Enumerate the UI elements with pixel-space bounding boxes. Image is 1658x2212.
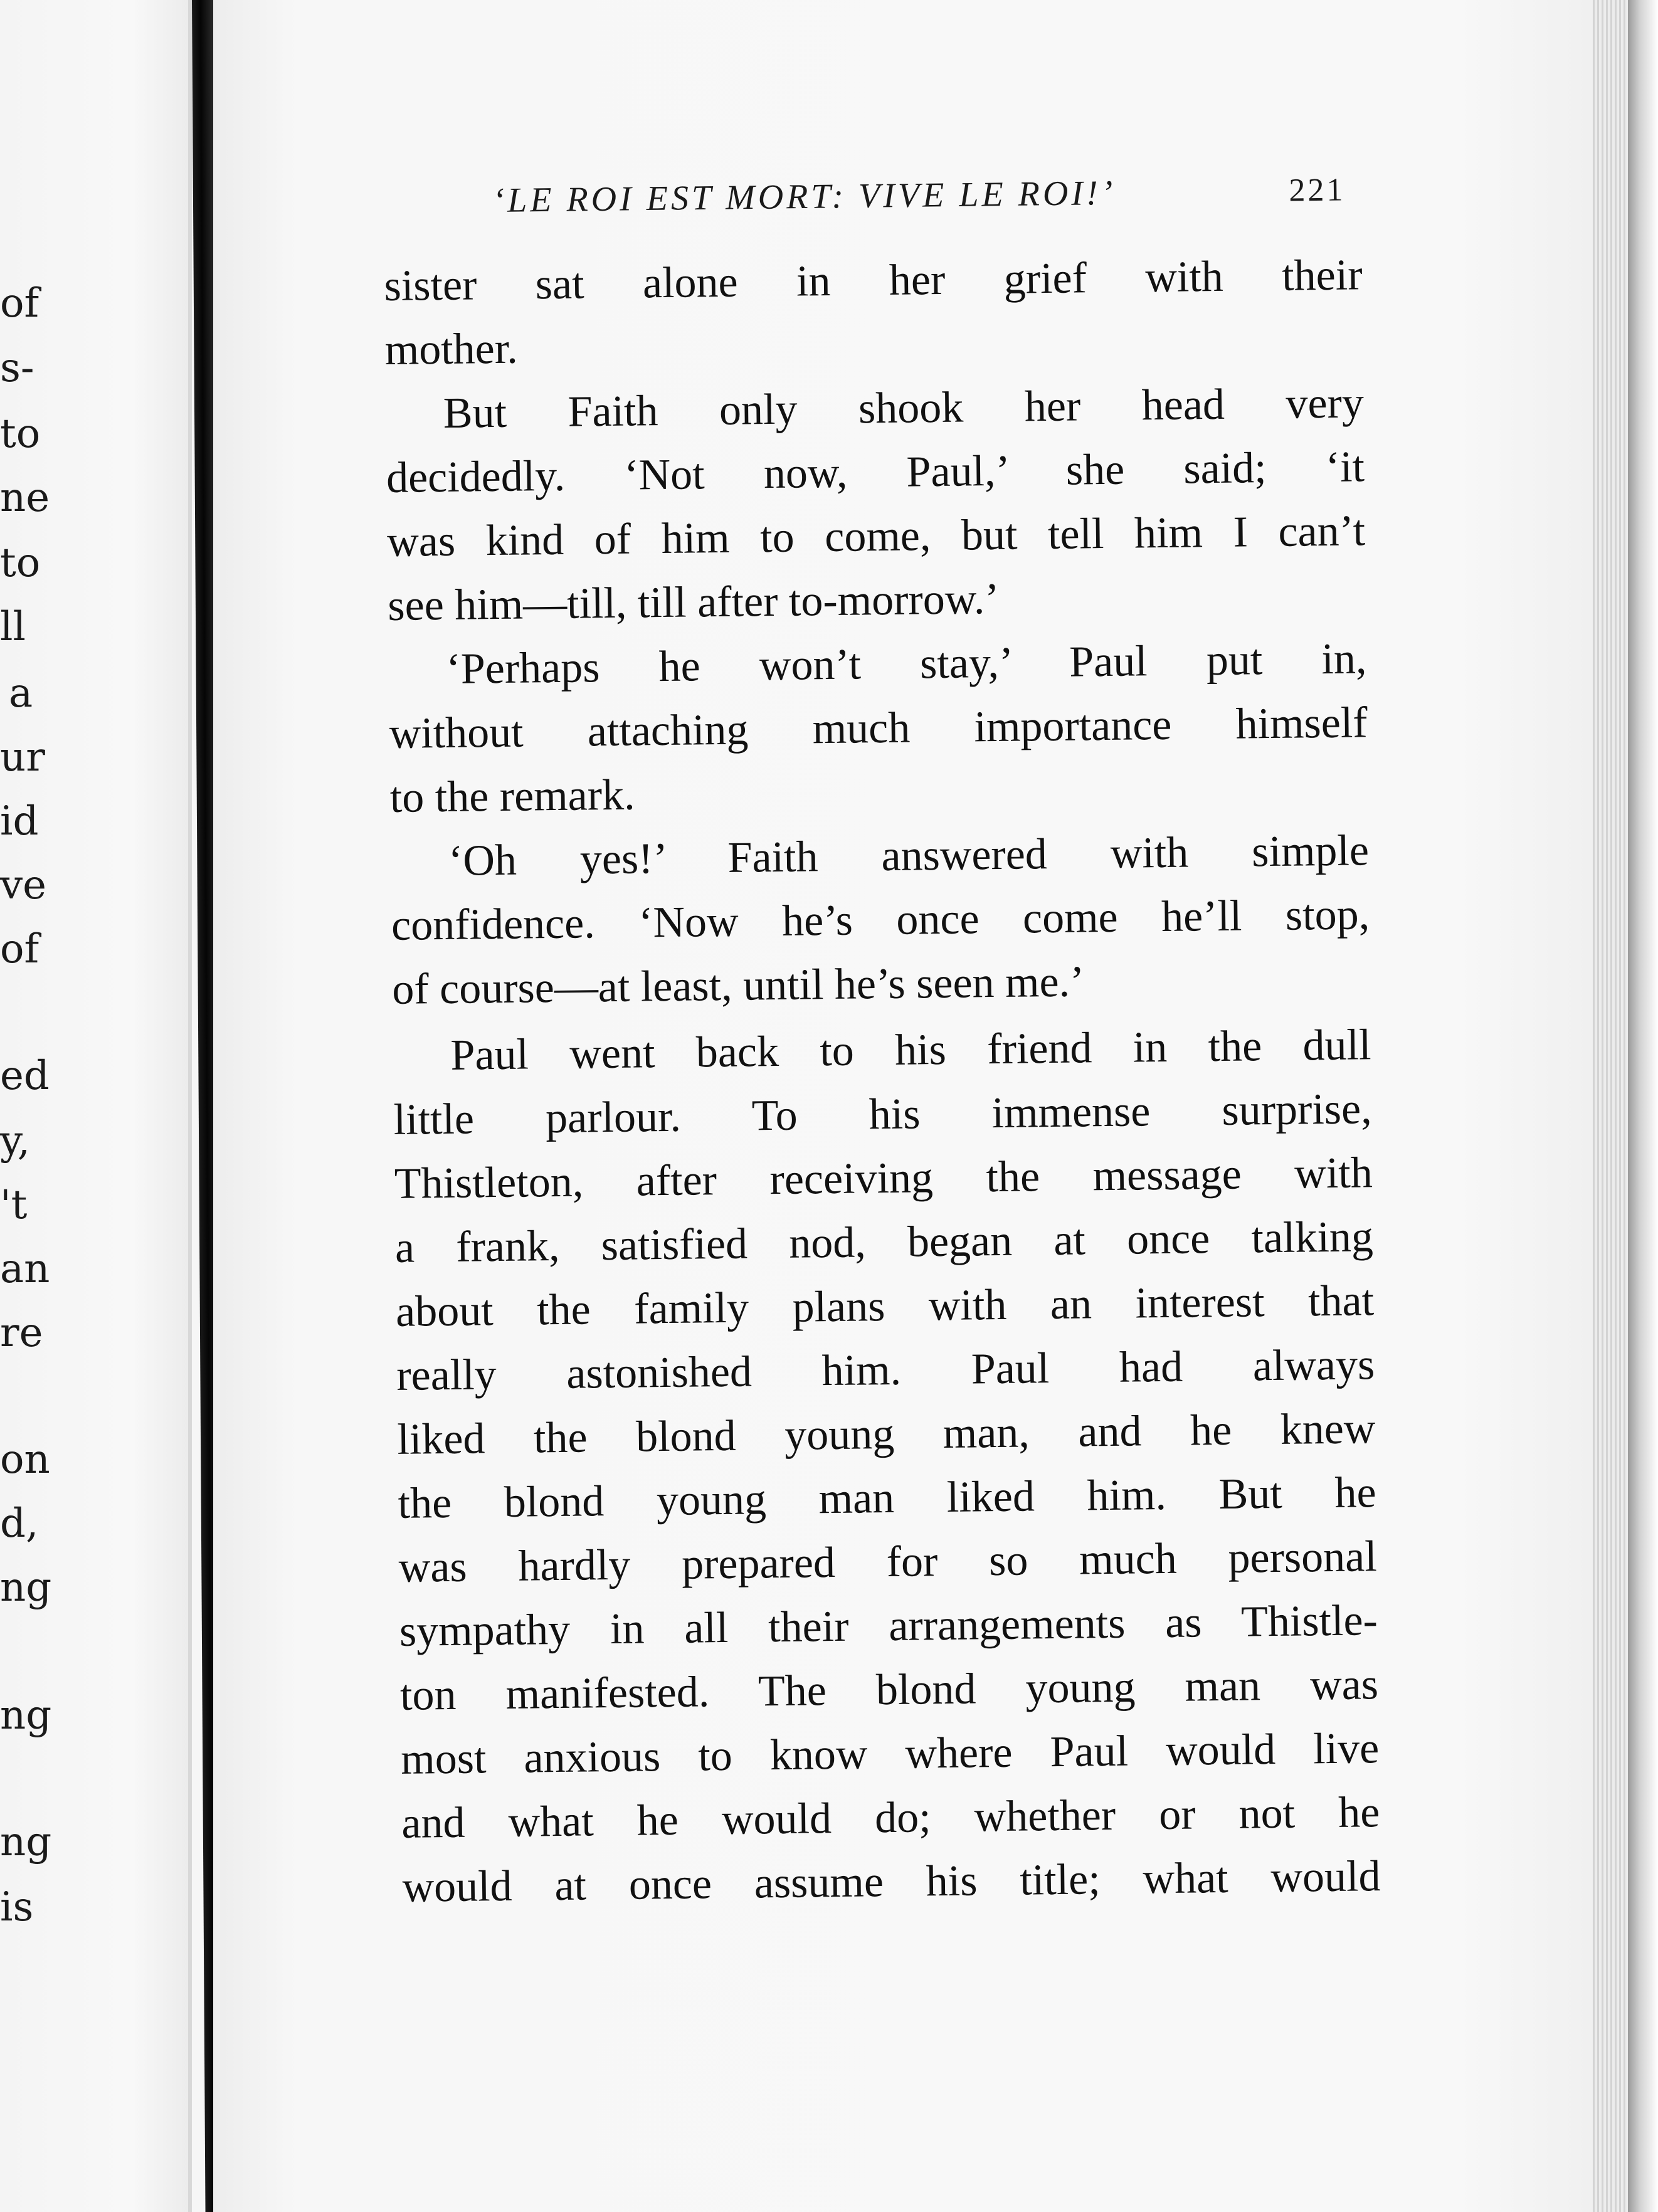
running-head [492,165,1383,232]
left-page-fragment: s- [0,345,34,391]
text-line: But Faith only shook her head very [443,379,1365,438]
text-line: sister sat alone in her grief with their [384,251,1363,310]
text-line: ‘Perhaps he won’t stay,’ Paul put in, [446,635,1367,693]
text-line: confidence. ‘Now he’s once come he’ll stop, [391,890,1370,950]
left-page-fragment: d, [0,1500,39,1547]
page-number: 221 [1289,172,1346,209]
left-page-fragment: ve [0,862,47,908]
text-line: decidedly. ‘Not now, Paul,’ she said; ‘it [386,443,1365,502]
left-page-fragment: ng [0,1692,52,1739]
gutter-edge [188,0,192,2212]
text-line: ton manifested. The blond young man was [399,1660,1379,1720]
running-head-title: ‘LE ROI EST MORT: VIVE LE ROI!’ [492,173,1116,220]
text-line: ‘Oh yes!’ Faith answered with simple [448,826,1370,885]
text-line: little parlour. To his immense surprise, [393,1085,1373,1144]
text-line: a frank, satisfied nod, began at once talking [394,1213,1374,1272]
text-line: without attaching much importance himself [389,698,1368,758]
left-page-fragment: is [0,1884,34,1930]
left-page-fragment: to [0,540,41,586]
text-line: really astonished him. Paul had always [396,1340,1375,1400]
left-page-fragment: ng [0,1564,52,1611]
text-line: mother. [384,324,519,374]
left-page-fragment: ne [0,475,50,521]
left-page-fragment: ed [0,1053,50,1099]
text-line: about the family plans with an interest that [395,1277,1375,1336]
text-line: see him—till, till after to-morrow.’ [387,574,1000,630]
text-line: most anxious to know where Paul would live [400,1724,1380,1784]
text-line: the blond young man liked him. But he [398,1468,1376,1528]
text-line: Paul went back to his friend in the dull [450,1021,1371,1080]
left-page-fragment: on [0,1436,50,1483]
left-page-fragment: y, [0,1118,30,1164]
left-page-fragment: re [0,1310,43,1356]
text-line: to the remark. [389,771,635,822]
text-line: of course—at least, until he’s seen me.’ [391,957,1085,1014]
left-page-fragment: to [0,411,41,457]
left-page-fragment: an [0,1246,50,1292]
facing-left-page [0,0,188,2212]
left-page-fragment: id [0,798,39,845]
left-page-fragment: of [0,926,40,972]
text-line: sympathy in all their arrangements as Thistle- [399,1596,1378,1656]
text-line: was hardly prepared for so much personal [398,1532,1378,1592]
left-page-fragment: a [9,670,33,717]
book-edge-shadow [1628,0,1658,2212]
left-page-fragment: ll [0,604,26,650]
left-page-fragment: of [0,280,40,327]
text-line: and what he would do; whether or not he [401,1788,1380,1848]
left-page-fragment: 't [0,1182,28,1228]
text-line: would at once assume his title; what would [402,1852,1381,1912]
text-line: Thistleton, after receiving the message with [394,1149,1373,1208]
left-page-fragment: ng [0,1819,52,1865]
left-page-fragment: ur [0,734,45,781]
text-line: liked the blond young man, and he knew [397,1404,1376,1464]
text-line: was kind of him to come, but tell him I can’t [386,507,1366,566]
